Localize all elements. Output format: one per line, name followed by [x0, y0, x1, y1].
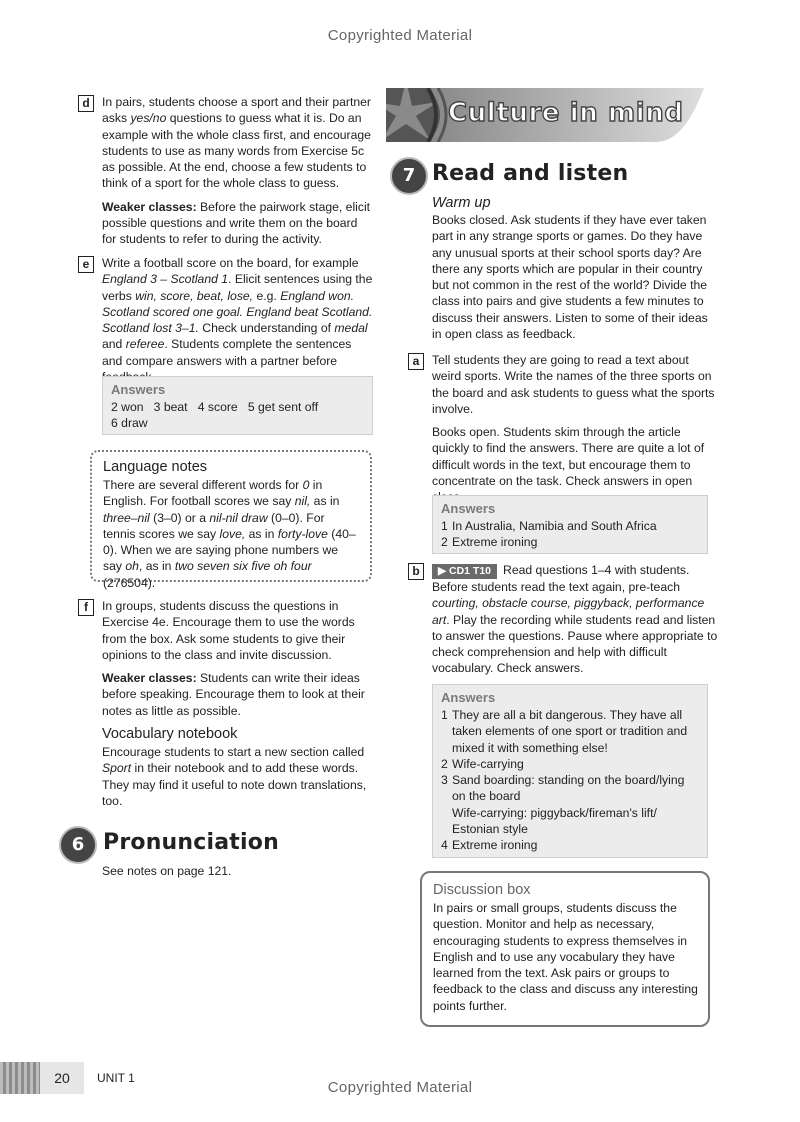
exercise-f-text: In groups, students discuss the questions in Exercise 4e. Encourage them to use the words from the box. Ask some students to give their opinions to the class and invite discussion.	[102, 599, 355, 662]
pronunciation-text: See notes on page 121.	[102, 864, 232, 878]
pronunciation-heading: Pronunciation	[103, 830, 279, 855]
exercise-e-label: e	[78, 256, 94, 273]
vocabulary-notebook	[102, 726, 372, 809]
discussion-box-text: In pairs or small groups, students discuss the question. Monitor and help as necessary, encouraging students to express themselves in English and to use any vocabulary they have learned from the text. Ask pairs or groups to feedback to the class and discuss any interesting points further.	[433, 901, 698, 1013]
exercise-a-text: Tell students they are going to read a text about weird sports. Write the names of the three sports on the board and ask students to guess what the sports involve.	[432, 353, 715, 416]
exercise-d	[102, 94, 374, 248]
answers-box-b	[432, 684, 708, 858]
warm-up-title: Warm up	[432, 195, 491, 211]
answer-item: 2 Extreme ironing	[441, 535, 538, 550]
exercise-b-text	[432, 562, 718, 677]
exercise-f-label: f	[78, 599, 94, 616]
answers-line: 2 won 3 beat 4 score 5 get sent off	[111, 400, 319, 414]
answers-title: Answers	[441, 690, 496, 705]
language-notes-title: Language notes	[103, 459, 208, 475]
answers-line: 6 draw	[111, 416, 148, 431]
answers-title: Answers	[441, 501, 496, 516]
answer-item: 4 Extreme ironing	[441, 838, 538, 853]
exercise-e-text: Write a football score on the board, for example England 3 – Scotland 1. Elicit sentences using the verbs win, score, beat, lose, e.g. England won. Scotland scored one goal. England beat Scotland. Scotland lost 3–1. Check understanding of medal and referee. Students complete the sentences and compare answers with a partner before	[102, 256, 373, 368]
discussion-box-title: Discussion box	[433, 882, 531, 898]
read-listen-heading: Read and listen	[432, 161, 629, 186]
audio-track-badge: ▶ CD1 T10	[432, 564, 497, 579]
exercise-f	[102, 598, 377, 719]
answers-title: Answers	[111, 382, 166, 397]
answer-item: 2 Wife-carrying	[441, 756, 524, 771]
section-6-number: 6	[59, 826, 97, 864]
exercise-d-label: d	[78, 95, 94, 112]
answers-list-a	[441, 518, 699, 551]
warm-up	[432, 195, 716, 342]
footer-stripes	[0, 1062, 40, 1094]
exercise-a	[432, 352, 716, 506]
language-notes-text: There are several different words for 0 in English. For football scores we say nil, as in three–nil (3–0) or a nil-nil draw (0–0). For tennis scores we say love, as in forty-love (40–0). When we are saying phone numbers we say oh, as in two seven six five oh four (276504).	[103, 478, 356, 590]
language-notes-box	[90, 450, 372, 590]
watermark-top: Copyrighted Material	[327, 27, 473, 44]
culture-banner	[386, 88, 704, 142]
answer-item: 1 In Australia, Namibia and South Africa	[441, 519, 657, 533]
warm-up-text: Books closed. Ask students if they have ever taken part in any strange sports or games. Do they have any unusual sports at their school sports day? Are there any sports which are popular in their country but not common in the rest of the world? Divide the class into pairs and give students a few minutes to discuss their answers. Listen to some of their ideas in open class as feedback.	[432, 213, 708, 342]
answers-box-e	[102, 376, 373, 435]
exercise-b-body: Read questions 1–4 with students. Before students read the text again, pre-teach courting, obstacle course, piggyback, performance art. Play the recording while students read and listen to answer the questions. Pause where appropriate to check comprehension and help with difficult vocabulary. Check answers.	[432, 563, 718, 676]
exercise-f-weaker: Weaker classes: Students can write their ideas before speaking. Encourage them to look at their notes as little as possible.	[102, 671, 365, 718]
section-7-number: 7	[390, 157, 428, 195]
page-number: 20	[40, 1062, 84, 1094]
exercise-a-text-2: Books open. Students skim through the article quickly to find the answers. There are quite a lot of difficult words in the text, but encourage them to concentrate on the task. Check answers in open	[432, 425, 705, 489]
answers-list-b	[441, 707, 699, 854]
exercise-b-label: b	[408, 563, 424, 580]
watermark-bottom: Copyrighted Material	[327, 1079, 473, 1096]
exercise-d-weaker: Weaker classes: Before the pairwork stage, elicit possible questions and write them on the board for students to refer to during the activity.	[102, 199, 371, 247]
banner-title: Culture in mind	[448, 98, 684, 128]
vocabulary-notebook-text: Encourage students to start a new section called Sport in their notebook and to add these words. They may find it useful to note down translations, too.	[102, 745, 367, 808]
exercise-e	[102, 255, 374, 385]
vocabulary-notebook-title: Vocabulary notebook	[102, 726, 238, 742]
answers-box-a	[432, 495, 708, 554]
answer-item: 1 They are all a bit dangerous. They have all taken elements of one sport or tradition and mixed it with something else!	[441, 708, 688, 755]
answer-item: 3 Sand boarding: standing on the board/lying on the board Wife-carrying: piggyback/fireman's lift/ Estonian style	[441, 773, 685, 837]
unit-label: UNIT 1	[97, 1071, 135, 1085]
discussion-box	[420, 871, 710, 1027]
exercise-b	[432, 562, 718, 677]
exercise-a-label: a	[408, 353, 424, 370]
exercise-d-text: In pairs, students choose a sport and their partner asks yes/no questions to guess what it is. Do an example with the whole class first, and encourage students to use as many words from Exercise 5c as possible. At the end, choose a few students to think of a sport for the whole class to guess.	[102, 95, 371, 191]
